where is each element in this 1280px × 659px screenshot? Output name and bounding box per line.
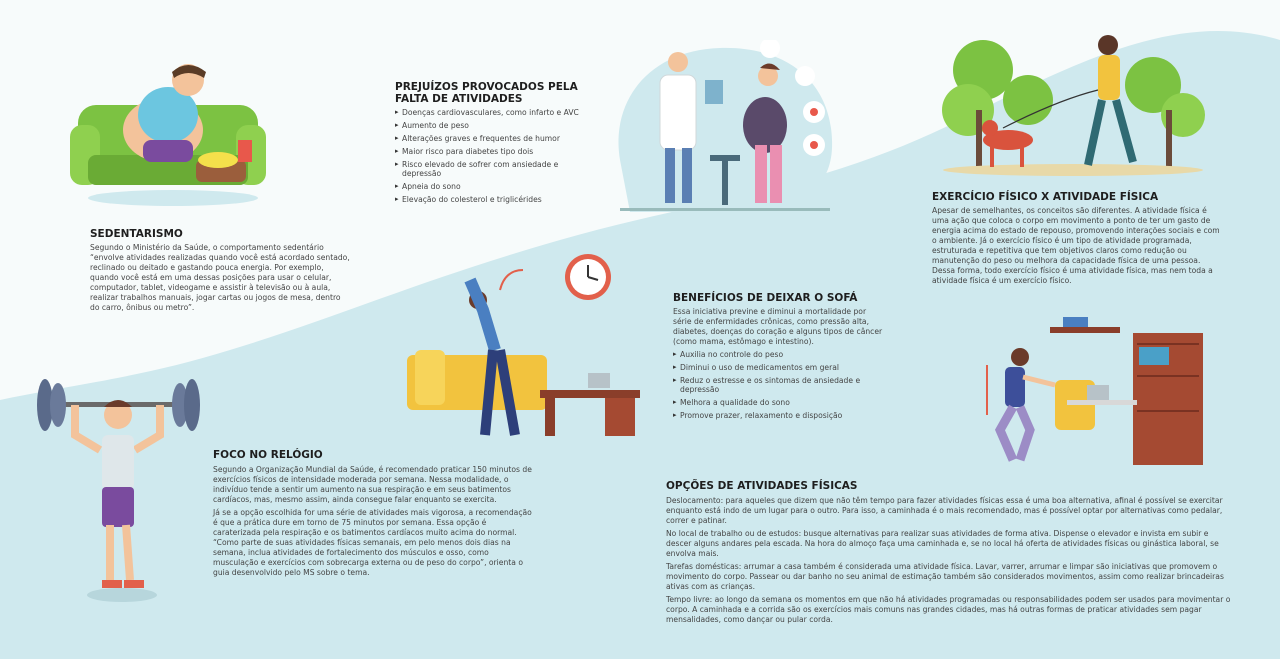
- opcoes-paragraph-4: Tempo livre: ao longo da semana os momentos em que não há atividades programadas ou responsabilidades podem ser usados para movimentar o corpo. A caminhada e a corrida são os exercícios mais comuns nas grandes cidades, mas há outras formas de praticar atividades sem pagar mensalidades, como dançar ou pular corda.: [666, 595, 1231, 624]
- list-item: ▸ Diminui o uso de medicamentos em geral: [673, 363, 883, 372]
- beneficios-title: BENEFÍCIOS DE DEIXAR O SOFÁ: [673, 292, 858, 304]
- opcoes-paragraph-2: No local de trabalho ou de estudos: busque alternativas para realizar suas atividades de forma ativa. Dispense o elevador e invista em subir e descer alguns andares pela escada. Na hora do almoço faça uma caminhada e, se no local há oferta de atividades físicas ou ginástica laboral, se envolva mais.: [666, 529, 1219, 558]
- list-item: ▸ Aumento de peso: [395, 121, 585, 130]
- stretching-illustration: [405, 250, 645, 440]
- beneficios-list: [673, 350, 883, 421]
- prejuizos-list: [395, 108, 585, 205]
- exercicio-title: EXERCÍCIO FÍSICO X ATIVIDADE FÍSICA: [932, 191, 1159, 203]
- list-item: ▸ Doenças cardiovasculares, como infarto e AVC: [395, 108, 585, 117]
- list-item: ▸ Promove prazer, relaxamento e disposição: [673, 411, 883, 420]
- sedentarismo-text: Segundo o Ministério da Saúde, o comportamento sedentário “envolve atividades realizadas quando você está acordado sentado, reclinado ou deitado e gastando pouca energia. Por exemplo, quando você está em uma dessas posições para usar o celular, computador, tablet, videogame e assistir à televisão ou à aula, realizar trabalhos manuais, jogar cartas ou jogos de mesa, dentro do carro, ônibus ou metro”.: [90, 243, 350, 312]
- prejuizos-title: PREJUÍZOS PROVOCADOS PELA FALTA DE ATIVIDADES: [395, 81, 578, 105]
- list-item: ▸ Risco elevado de sofrer com ansiedade e depressão: [395, 160, 585, 179]
- doctor-patient-illustration: [610, 40, 840, 215]
- list-item: ▸ Elevação do colesterol e triglicérides: [395, 195, 585, 204]
- opcoes-section: [666, 480, 1231, 625]
- list-item: ▸ Maior risco para diabetes tipo dois: [395, 147, 585, 156]
- foco-section: [213, 449, 533, 578]
- beneficios-section: [673, 292, 883, 424]
- opcoes-paragraph-1: Deslocamento: para aqueles que dizem que não têm tempo para fazer atividades físicas essa é uma boa alternativa, afinal é possível se exercitar enquanto está indo de um lugar para o outro. Para isso, a caminhada é o mais recomendado, mas é possível optar por alternativas como pedalar, correr e patinar.: [666, 496, 1223, 525]
- prejuizos-section: [395, 81, 585, 208]
- exercicio-section: [932, 191, 1222, 286]
- office-squat-illustration: [975, 315, 1205, 467]
- exercicio-text: Apesar de semelhantes, os conceitos são diferentes. A atividade física é uma ação que coloca o corpo em movimento a ponto de ter um gasto de energia acima do estado de repouso, promovendo interações sociais e com o ambiente. Já o exercício físico é um tipo de atividade programada, estruturada e repetitiva que tem objetivos claros como redução ou manutenção do peso ou melhora da capacidade física de uma pessoa. Dessa forma, todo exercício físico é uma atividade física, mas nem toda a atividade física é um exercício físico.: [932, 206, 1220, 285]
- foco-title: FOCO NO RELÓGIO: [213, 449, 323, 461]
- list-item: ▸ Auxilia no controle do peso: [673, 350, 883, 359]
- opcoes-title: OPÇÕES DE ATIVIDADES FÍSICAS: [666, 480, 858, 492]
- list-item: ▸ Apneia do sono: [395, 182, 585, 191]
- list-item: ▸ Reduz o estresse e os sintomas de ansiedade e depressão: [673, 376, 883, 395]
- sedentarismo-title: SEDENTARISMO: [90, 228, 183, 240]
- list-item: ▸ Alterações graves e frequentes de humor: [395, 134, 585, 143]
- beneficios-text: Essa iniciativa previne e diminui a mortalidade por série de enfermidades crônicas, como pressão alta, diabetes, doenças do coração e alguns tipos de câncer (como mama, estômago e intestino).: [673, 307, 883, 346]
- foco-paragraph-2: Já se a opção escolhida for uma série de atividades mais vigorosa, a recomendação é que a prática dure em torno de 75 minutos por semana. Essa opção é caraterizada pela respiração e os batimentos cardíacos muito acima do normal. “Como parte de suas atividades físicas semanais, em pelo menos dois dias na semana, inclua atividades de fortalecimento dos músculos e osso, como musculação e exercícios com sobrecarga externa ou de peso do corpo”, orienta o guia desenvolvido pelo MS sobre o tema.: [213, 508, 532, 577]
- opcoes-paragraph-3: Tarefas domésticas: arrumar a casa também é considerada uma atividade física. Lavar, varrer, arrumar e limpar são iniciativas que promovem o movimento do corpo. Passear ou dar banho no seu animal de estimação também são considerados movimentos, assim como realizar brincadeiras ativas com as crianças.: [666, 562, 1224, 591]
- dog-walking-illustration: [938, 30, 1208, 180]
- sedentarismo-section: [90, 228, 352, 313]
- list-item: ▸ Melhora a qualidade do sono: [673, 398, 883, 407]
- weightlifter-illustration: [30, 375, 205, 605]
- foco-paragraph-1: Segundo a Organização Mundial da Saúde, é recomendado praticar 150 minutos de exercícios físicos de intensidade moderada por semana. Nessa modalidade, o indivíduo tende a sentir um aumento na sua respiração e em seus batimentos cardíacos, mas, mesmo assim, ainda consegue falar enquanto se exercita.: [213, 465, 532, 504]
- sedentary-couch-illustration: [68, 60, 278, 210]
